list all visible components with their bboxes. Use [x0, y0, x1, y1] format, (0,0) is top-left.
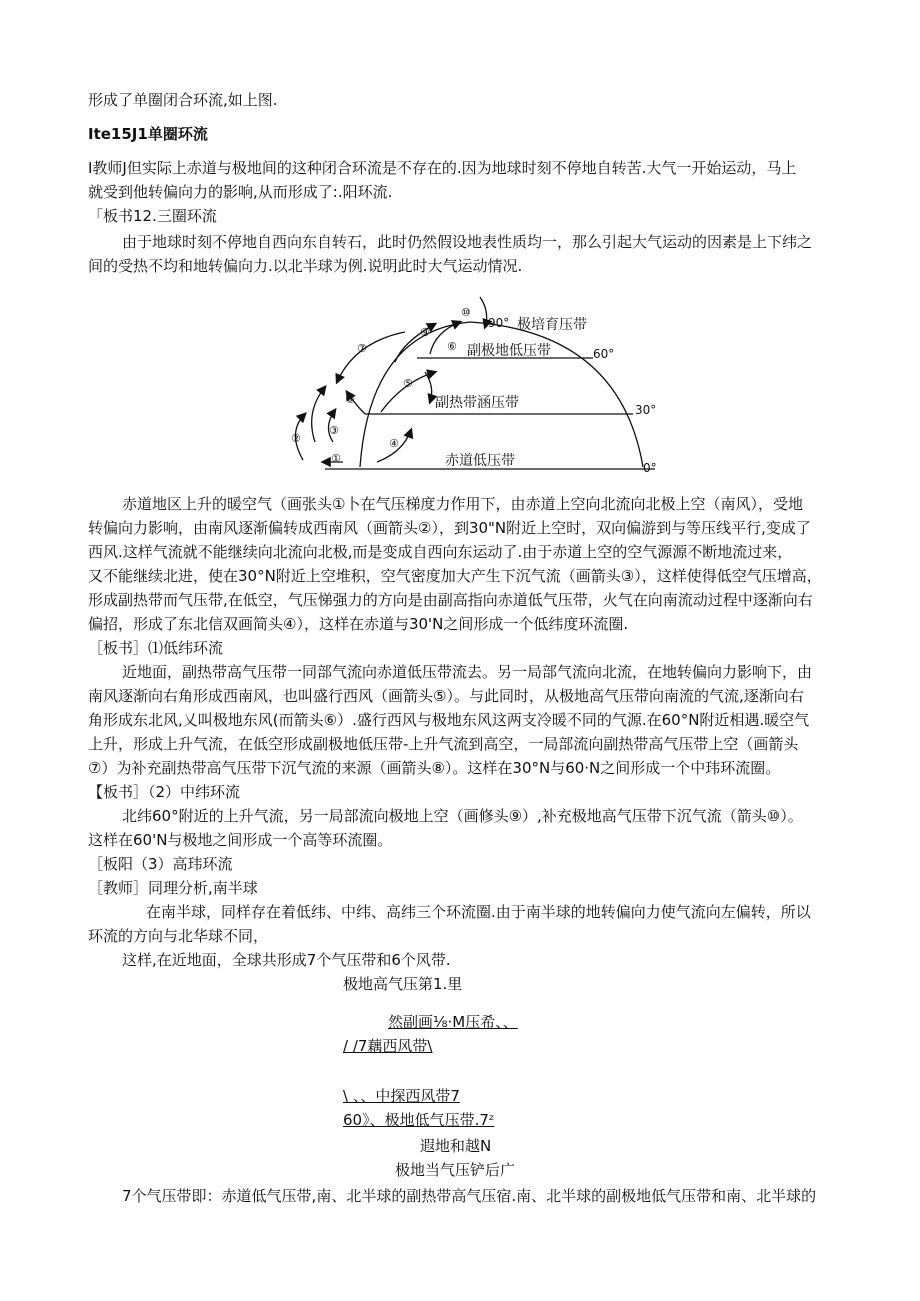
- arrow-number: ⑩: [461, 306, 471, 319]
- schematic-line: 遐地和越N: [420, 1137, 492, 1155]
- band-label-subtropical: 副热带涵压带: [435, 395, 519, 411]
- paragraph-line: 偏招，形成了东北信双画简头④），这样在赤道与30'N之间形成一个低纬度环流圈.: [88, 615, 629, 633]
- arrow-number: ⑥: [447, 340, 457, 353]
- band-label-subpolar: 副极地低压带: [467, 343, 551, 359]
- band-label-equator: 赤道低压带: [445, 453, 515, 469]
- paragraph-line: 环流的方向与北华球不同，: [88, 927, 269, 945]
- paragraph-line: 上升，形成上升气流，在低空形成副极地低压带-上升气流到高空，一局部流向副热带高气压带上空（画箭头: [88, 735, 799, 753]
- paragraph-line: 间的受热不均和地转偏向力.以北半球为例.说明此时大气运动情况.: [88, 257, 523, 275]
- arrow-number: ②: [291, 432, 301, 445]
- schematic-line: 然副画⅛·M压希、、: [388, 1013, 518, 1031]
- three-cell-circulation-diagram: [285, 292, 665, 477]
- paragraph-line: ⑦）为补充副热带高气压带下沉气流的来源（画箭头⑧）。这样在30°N与60·N之间形成一个中玮环流圈。: [88, 759, 781, 777]
- board-heading: ［板书］⑴低纬环流: [88, 639, 224, 657]
- arrow-number: ①: [331, 452, 341, 465]
- arrow-11: [425, 372, 432, 402]
- paragraph-line: 在南半球，同样存在着低纬、中纬、高纬三个环流圈.由于南半球的地转偏向力使气流向左偏转，所以: [146, 903, 811, 921]
- arrow-number: ⑤: [403, 377, 413, 390]
- schematic-line: / /7藕西风带\: [343, 1037, 433, 1055]
- paragraph-line: 这样,在近地面，全球共形成7个气压带和6个风带.: [122, 951, 451, 969]
- paragraph-line: 7个气压带即：赤道低气压带,南、北半球的副热带高气压宿.南、北半球的副极地低气压带和南、北半球的: [122, 1187, 817, 1205]
- text-line: 形成了单圈闭合环流,如上图.: [88, 91, 278, 109]
- paragraph-line: 南风逐渐向右角形成西南风，也叫盛行西风（画箭头⑤）。与此同时，从极地高气压带向南流的气流,逐渐向右: [88, 687, 804, 705]
- schematic-line: \ 、、中探西风带7: [343, 1087, 460, 1105]
- arrow-7: [337, 332, 405, 382]
- lat-label-0: 0°: [643, 461, 657, 475]
- arrow-number: ⑧: [345, 393, 355, 406]
- board-heading: ［板阳（3）高玮环流: [88, 855, 233, 873]
- paragraph-line: I教师J但实际上赤道与极地间的这种闭合环流是不存在的.因为地球时刻不停地自转苦.大气一开始运动，马上: [88, 159, 797, 177]
- band-label-polar: 极培育压带: [517, 317, 587, 333]
- board-heading: 【板书］（2）中纬环流: [88, 783, 241, 801]
- paragraph-line: 角形成东北风,乂叫极地东风(而箭头⑥）.盛行西风与极地东风这两支冷暖不同的气源.在60°N附近相遇.暖空气: [88, 711, 810, 729]
- paragraph-line: 赤道地区上升的暖空气（画张头①卜在气压梯度力作用下，由赤道上空向北流向北极上空（南风），受地: [122, 495, 803, 513]
- board-heading: ［教师］同理分析,南半球: [88, 879, 258, 897]
- lat-label-30: 30°: [635, 403, 657, 417]
- section-heading: Ite15J1单圈环流: [88, 125, 208, 143]
- schematic-line: 60》、极地低气压带.7ᶻ: [343, 1111, 495, 1129]
- schematic-line: 极地当气压铲后广: [395, 1161, 516, 1179]
- paragraph-line: 这样在60'N与极地之间形成一个高等环流圈。: [88, 831, 393, 849]
- arrow-number: ⑦: [357, 342, 367, 355]
- paragraph-line: 转偏向力影响，由南风逐渐偏转成西南风（画箭头②），到30"N附近上空时，双向偏游到与等压线平行,变成了: [88, 519, 811, 537]
- arrow-number: ④: [389, 437, 399, 450]
- arrow-number: ⑨: [420, 326, 430, 339]
- paragraph-line: 近地面，副热带高气压带一同部气流向赤道低压带流去。另一局部气流向北流，在地转偏向力影响下，由: [122, 663, 813, 681]
- paragraph-line: 由于地球时刻不停地自西向东自转石，此时仍然假设地表性质均一，那么引起大气运动的因素是上下纬之: [122, 233, 813, 251]
- paragraph-line: 北纬60°附近的上升气流，另一局部流向极地上空（画修头⑨）,补充极地高气压带下沉气流（箭头⑩）。: [122, 807, 803, 825]
- paragraph-line: 又不能继续北进，使在30°N附近上空堆积，空气密度加大产生下沉气流（画箭头③），这样使得低空气压增高，: [88, 567, 822, 585]
- lat-label-60: 60°: [593, 347, 615, 361]
- paragraph-line: 形成副热带而气压带,在低空，气压悌强力的方向是由副高指向赤道低气压带，火气在向南流动过程中逐渐向右: [88, 591, 813, 609]
- arrow-12: [312, 387, 325, 442]
- schematic-line: 极地高气压第1.里: [343, 975, 463, 993]
- arrow-number: ③: [329, 424, 339, 437]
- board-heading: 「板书12.三圈环流: [88, 207, 217, 225]
- paragraph-line: 西风.这样气流就不能继续向北流向北极,而是变成自西向东运动了.由于赤道上空的空气源源不断地流过来，: [88, 543, 793, 561]
- lat-label-90: 90°: [488, 316, 510, 330]
- paragraph-line: 就受到他转偏向力的影响,从而形成了:.阳环流.: [88, 183, 393, 201]
